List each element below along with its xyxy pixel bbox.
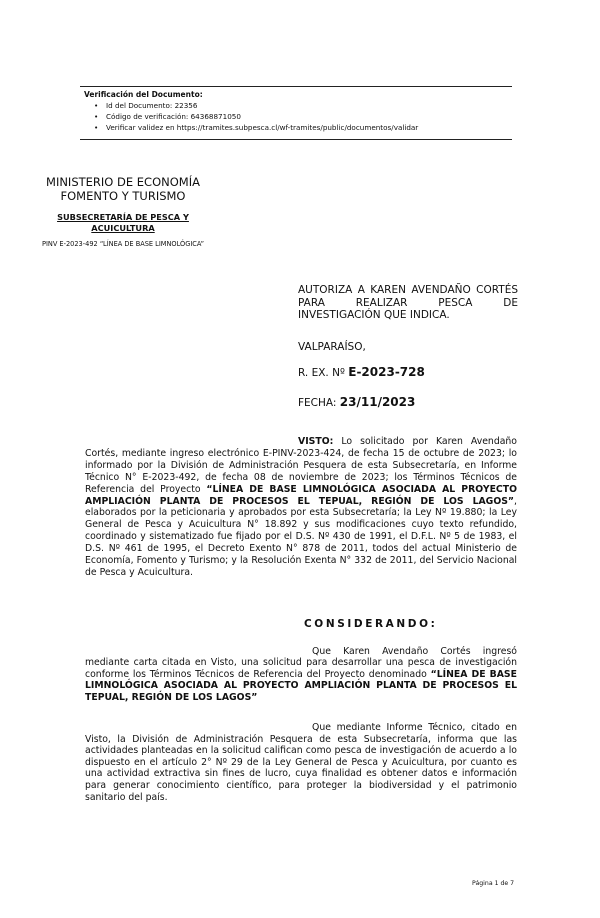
ministry-line-1: MINISTERIO DE ECONOMÍA [46,175,200,189]
verification-box [80,86,512,140]
considerando-paragraph-2 [85,722,517,803]
considerando-p1-text: Que Karen Avendaño Cortés ingresó mediante carta citada en Visto, una solicitud para desarrollar una pesca de investigación conforme los Términos Técnicos de Referencia del Proyecto denominado [85,646,517,680]
resolution-number [298,365,425,379]
rex-number: E-2023-728 [348,365,425,379]
verification-document-id: • Id del Documento: 22356 [106,100,508,111]
considerando-heading: CONSIDERANDO: [304,618,438,630]
date-label: FECHA: [298,397,340,409]
resolution-date [298,395,415,409]
rex-label: R. EX. Nº [298,367,349,379]
resolution-place: VALPARAÍSO, [298,341,366,353]
verification-url[interactable]: • Verificar validez en https://tramites.subpesca.cl/wf-tramites/public/documentos/validar [106,122,508,133]
ministry-heading [30,176,216,203]
considerando-paragraph-1 [85,646,517,703]
date-value: 23/11/2023 [339,395,416,409]
visto-text-b: , elaborados por la peticionaria y aprobados por esta Subsecretaría; la Ley Nº 19.880; la Ley General de Pesca y Acuicultura N° 18.892 y sus modificaciones cuyo texto refundido, coordinado y sistematizado fue fijado por el D.S. Nº 430 de 1991, el D.F.L. Nº 5 de 1983, el D.S. Nº 461 de 1995, el Decreto Exento N° 878 de 2011, todos del actual Ministerio de Economía, Fomento y Turismo; y la Resolución Exenta N° 332 de 2011, del Servicio Nacional de Pesca y Acuicultura. [85,495,517,578]
subsecretaria-heading: SUBSECRETARÍA DE PESCA Y ACUICULTURA [57,212,189,233]
visto-label: VISTO: [298,436,334,447]
considerando-p1-project: “LÍNEA DE BASE LIMNOLÓGICA ASOCIADA AL PROYECTO AMPLIACIÓN PLANTA DE PROCESOS EL TEPUAL, REGIÓN DE LOS LAGOS” [85,668,517,703]
verification-title: Verificación del Documento: [84,90,203,99]
pinv-reference: PINV E-2023-492 “LÍNEA DE BASE LIMNOLÓGICA” [41,240,205,248]
visto-project-name: “LÍNEA DE BASE LIMNOLÓGICA ASOCIADA AL PROYECTO AMPLIACIÓN PLANTA DE PROCESOS EL TEPUAL, REGIÓN DE LOS LAGOS” [85,483,517,507]
ministry-line-2: FOMENTO Y TURISMO [60,188,186,203]
visto-paragraph [85,436,517,579]
visto-text-a: Lo solicitado por Karen Avendaño Cortés, mediante ingreso electrónico E-PINV-2023-424, de fecha 15 de octubre de 2023; lo informado por la División de Administración Pesquera de esta Subsecretaría, en Informe Técnico N° E-2023-492, de fecha 08 de noviembre de 2023; los Términos Técnicos de Referencia del Proyecto [85,436,517,495]
verification-code: • Código de verificación: 64368871050 [106,111,508,122]
verification-list [84,100,508,133]
page-number: Página 1 de 7 [472,880,515,887]
considerando-p2-text: Que mediante Informe Técnico, citado en Visto, la División de Administración Pesquera de esta Subsecretaría, informa que las actividades planteadas en la solicitud califican como pesca de investigación de acuerdo a lo dispuesto en el artículo 2° Nº 29 de la Ley General de Pesca y Acuicultura, por cuanto es una actividad extractiva sin fines de lucro, cuya finalidad es obtener datos e información para generar conocimiento científico, para proteger la biodiversidad y el patrimonio sanitario del país. [85,722,517,803]
resolution-subject: AUTORIZA A KAREN AVENDAÑO CORTÉS PARA REALIZAR PESCA DE INVESTIGACIÓN QUE INDICA. [298,284,518,322]
